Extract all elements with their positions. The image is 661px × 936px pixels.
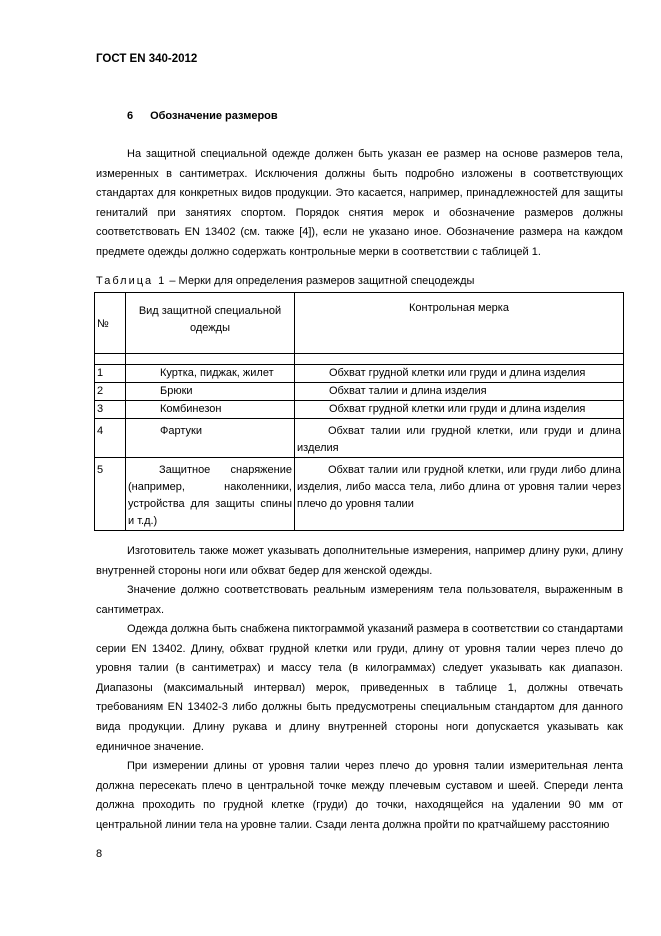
row-control: Обхват грудной клетки или груди и длина изделия bbox=[295, 401, 624, 419]
row-kind: Фартуки bbox=[126, 419, 295, 458]
paragraph-size-marking: На защитной специальной одежде должен быть указан ее размер на основе размеров тела, измеренных в сантиметрах. Исключения должны быть подробно изложены в соответствующих стандартах для конкретных видов продукции. Это касается, например, принадлежностей для защиты гениталий при занятиях спортом. Порядок снятия мерок и обозначение размеров должны соответствовать EN 13402 (см. также [4]), если не указано иное. Обозначение размера на каждом предмете одежды должно содержать контрольные мерки в соответствии с таблицей 1. bbox=[96, 148, 623, 258]
row-kind: Брюки bbox=[126, 383, 295, 401]
table-caption-text: – Мерки для определения размеров защитной спецодежды bbox=[169, 275, 475, 287]
table-caption bbox=[96, 275, 474, 287]
table-row bbox=[95, 419, 624, 458]
section-title: Обозначение размеров bbox=[150, 110, 278, 122]
document-code: ГОСТ EN 340-2012 bbox=[96, 53, 198, 65]
paragraph-real-measures: Значение должно соответствовать реальным измерениям тела пользователя, выраженным в сантиметрах. bbox=[96, 584, 623, 616]
paragraph-measurement-method: При измерении длины от уровня талии через плечо до уровня талии измерительная лента должна пересекать плечо в центральной точке между плечевым суставом и шеей. Спереди лента должна проходить по грудной клетке (груди) до точки, находящейся на удалении 90 мм от центральной линии тела на уровне талии. Сзади лента должна пройти по кратчайшему расстоянию bbox=[96, 760, 623, 831]
paragraph-additional-measures: Изготовитель также может указывать дополнительные измерения, например длину руки, длину внутренней стороны ноги или обхват бедер для женской одежды. bbox=[96, 545, 623, 577]
size-measures-table bbox=[94, 292, 624, 531]
row-control: Обхват грудной клетки или груди и длина изделия bbox=[295, 365, 624, 383]
row-num: 3 bbox=[95, 401, 126, 419]
row-control: Обхват талии или грудной клетки, или груди либо длина изделия, либо масса тела, либо длина от уровня талии через плечо до уровня талии bbox=[295, 458, 624, 531]
row-kind: Комбинезон bbox=[126, 401, 295, 419]
section-number: 6 bbox=[127, 110, 134, 122]
header-num: № bbox=[95, 293, 126, 354]
header-kind: Вид защитной специальной одежды bbox=[126, 293, 295, 354]
table-caption-label: Таблица 1 bbox=[96, 275, 167, 287]
row-num: 5 bbox=[95, 458, 126, 531]
paragraph-pictogram: Одежда должна быть снабжена пиктограммой указаний размера в соответствии со стандартами серии EN 13402. Длину, обхват грудной клетки или груди, длину от уровня талии через плечо до уровня талии (в сантиметрах) и массу тела (в килограммах) следует указывать как диапазон. Диапазоны (максимальный интервал) мерок, приведенных в таблице 1, должны отвечать требованиям EN 13402-3 либо должны быть предусмотрены специальным стандартом для данного вида продукции. Длину рукава и длину внутренней стороны ноги допускается указывать как единичное значение. bbox=[96, 623, 623, 753]
row-kind: Защитное снаряжение (например, наколенники, устройства для защиты спины и т.д.) bbox=[126, 458, 295, 531]
row-control: Обхват талии или грудной клетки, или груди и длина изделия bbox=[295, 419, 624, 458]
section-heading bbox=[127, 110, 278, 122]
row-kind: Куртка, пиджак, жилет bbox=[126, 365, 295, 383]
table-row bbox=[95, 401, 624, 419]
table-row bbox=[95, 365, 624, 383]
spacer-cell bbox=[295, 354, 624, 365]
table-row bbox=[95, 383, 624, 401]
page-number: 8 bbox=[96, 848, 103, 860]
row-num: 4 bbox=[95, 419, 126, 458]
table-row bbox=[95, 458, 624, 531]
row-num: 1 bbox=[95, 365, 126, 383]
spacer-cell bbox=[95, 354, 126, 365]
header-control: Контрольная мерка bbox=[295, 293, 624, 354]
table-header-row bbox=[95, 293, 624, 354]
spacer-cell bbox=[126, 354, 295, 365]
row-num: 2 bbox=[95, 383, 126, 401]
row-control: Обхват талии и длина изделия bbox=[295, 383, 624, 401]
table-spacer-row bbox=[95, 354, 624, 365]
